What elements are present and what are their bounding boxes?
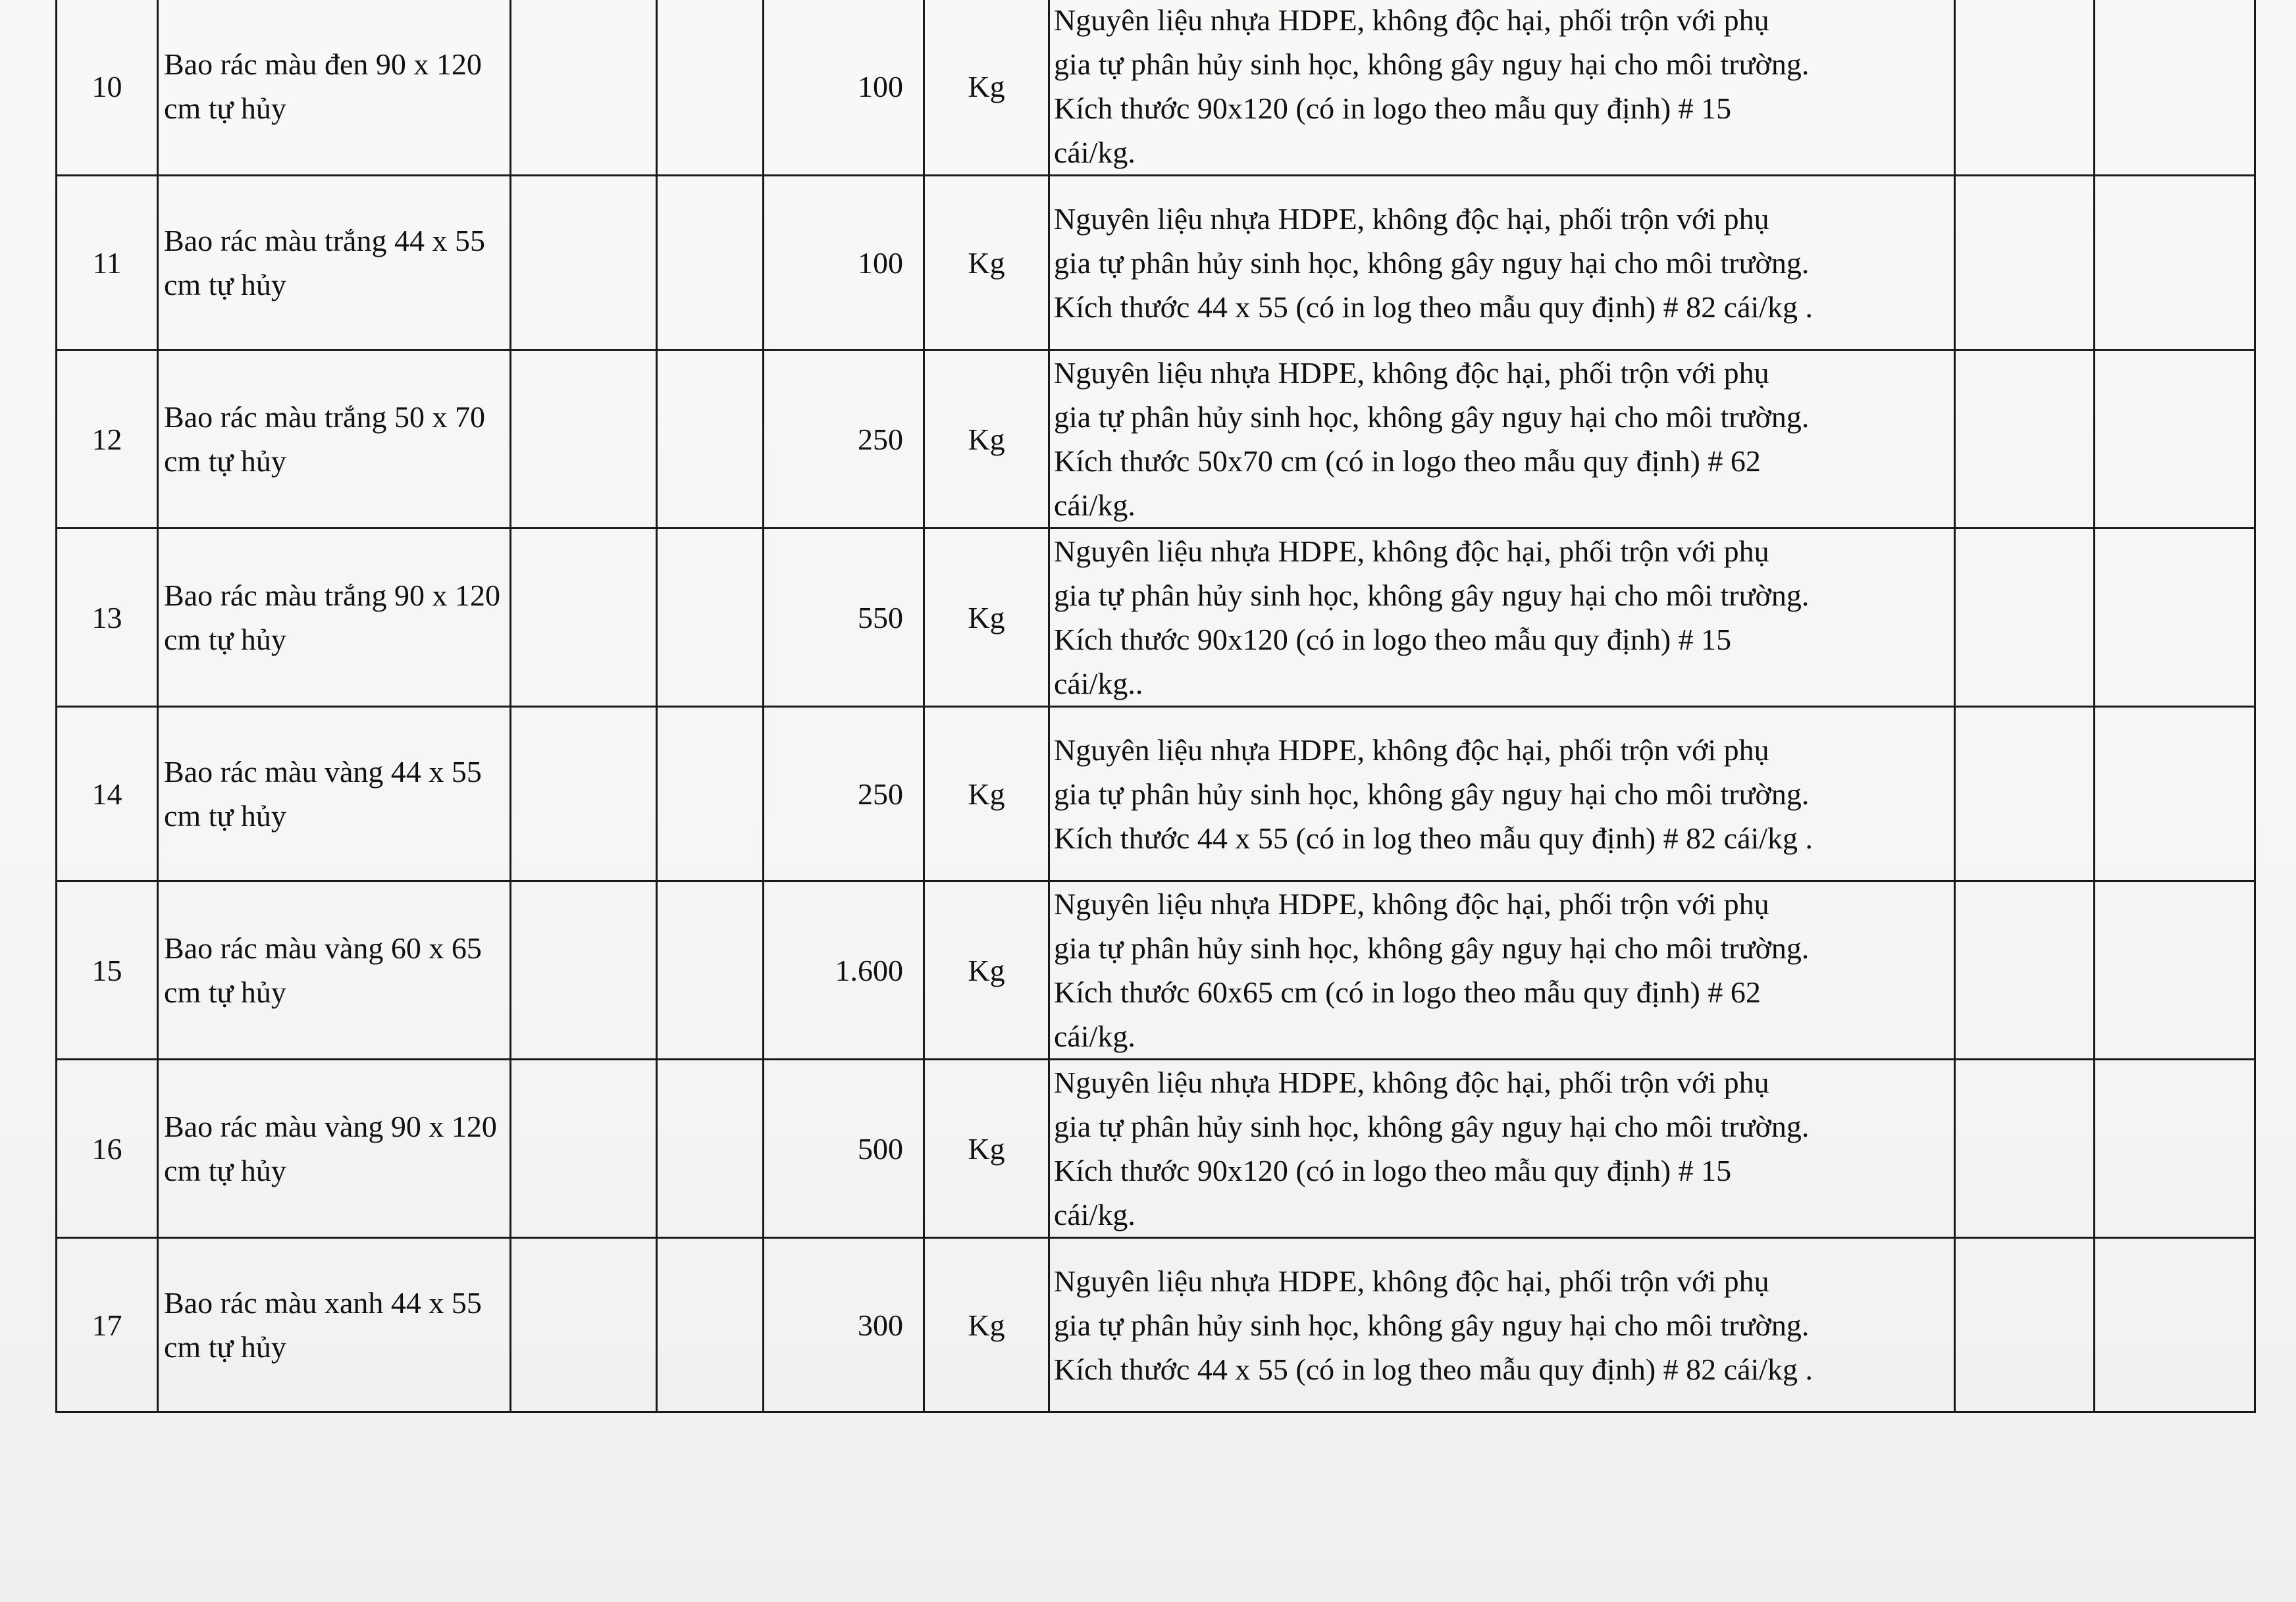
empty-cell [1955, 881, 2095, 1060]
empty-cell [1955, 707, 2095, 881]
item-unit: Kg [924, 707, 1049, 881]
empty-cell [1955, 1238, 2095, 1412]
row-number: 11 [57, 176, 158, 350]
row-number: 16 [57, 1060, 158, 1238]
item-name: Bao rác màu vàng 60 x 65 cm tự hủy [158, 881, 511, 1060]
empty-cell [2095, 350, 2255, 529]
empty-cell [657, 707, 764, 881]
item-unit: Kg [924, 881, 1049, 1060]
empty-cell [2095, 881, 2255, 1060]
item-quantity: 250 [764, 350, 924, 529]
empty-cell [511, 881, 657, 1060]
table-row [57, 1238, 2255, 1412]
empty-cell [657, 1060, 764, 1238]
item-quantity: 300 [764, 1238, 924, 1412]
item-name: Bao rác màu trắng 50 x 70 cm tự hủy [158, 350, 511, 529]
item-specification: Nguyên liệu nhựa HDPE, không độc hại, phối trộn với phụ gia tự phân hủy sinh học, không gây nguy hại cho môi trường. Kích thước 90x120 (có in logo theo mẫu quy định) # 15 cái/kg. [1049, 0, 1955, 176]
item-unit: Kg [924, 350, 1049, 529]
empty-cell [1955, 529, 2095, 707]
item-quantity: 1.600 [764, 881, 924, 1060]
item-quantity: 250 [764, 707, 924, 881]
table-row [57, 881, 2255, 1060]
table-row [57, 176, 2255, 350]
item-name: Bao rác màu xanh 44 x 55 cm tự hủy [158, 1238, 511, 1412]
row-number: 15 [57, 881, 158, 1060]
table-row [57, 1060, 2255, 1238]
empty-cell [657, 881, 764, 1060]
item-specification: Nguyên liệu nhựa HDPE, không độc hại, phối trộn với phụ gia tự phân hủy sinh học, không gây nguy hại cho môi trường. Kích thước 44 x 55 (có in log theo mẫu quy định) # 82 cái/kg . [1049, 1238, 1955, 1412]
empty-cell [657, 176, 764, 350]
empty-cell [2095, 176, 2255, 350]
item-quantity: 100 [764, 176, 924, 350]
item-specification: Nguyên liệu nhựa HDPE, không độc hại, phối trộn với phụ gia tự phân hủy sinh học, không gây nguy hại cho môi trường. Kích thước 50x70 cm (có in logo theo mẫu quy định) # 62 cái/kg. [1049, 350, 1955, 529]
empty-cell [511, 350, 657, 529]
item-specification: Nguyên liệu nhựa HDPE, không độc hại, phối trộn với phụ gia tự phân hủy sinh học, không gây nguy hại cho môi trường. Kích thước 44 x 55 (có in log theo mẫu quy định) # 82 cái/kg . [1049, 176, 1955, 350]
empty-cell [1955, 176, 2095, 350]
item-specification: Nguyên liệu nhựa HDPE, không độc hại, phối trộn với phụ gia tự phân hủy sinh học, không gây nguy hại cho môi trường. Kích thước 60x65 cm (có in logo theo mẫu quy định) # 62 cái/kg. [1049, 881, 1955, 1060]
empty-cell [2095, 0, 2255, 176]
table-row [57, 529, 2255, 707]
item-unit: Kg [924, 1238, 1049, 1412]
table-row [57, 350, 2255, 529]
item-specification: Nguyên liệu nhựa HDPE, không độc hại, phối trộn với phụ gia tự phân hủy sinh học, không gây nguy hại cho môi trường. Kích thước 90x120 (có in logo theo mẫu quy định) # 15 cái/kg. [1049, 1060, 1955, 1238]
item-specification: Nguyên liệu nhựa HDPE, không độc hại, phối trộn với phụ gia tự phân hủy sinh học, không gây nguy hại cho môi trường. Kích thước 44 x 55 (có in log theo mẫu quy định) # 82 cái/kg . [1049, 707, 1955, 881]
item-unit: Kg [924, 529, 1049, 707]
row-number: 17 [57, 1238, 158, 1412]
row-number: 10 [57, 0, 158, 176]
item-name: Bao rác màu đen 90 x 120 cm tự hủy [158, 0, 511, 176]
row-number: 14 [57, 707, 158, 881]
empty-cell [657, 350, 764, 529]
empty-cell [1955, 350, 2095, 529]
item-name: Bao rác màu trắng 44 x 55 cm tự hủy [158, 176, 511, 350]
empty-cell [511, 176, 657, 350]
item-unit: Kg [924, 1060, 1049, 1238]
empty-cell [2095, 707, 2255, 881]
row-number: 13 [57, 529, 158, 707]
items-table [55, 0, 2256, 1413]
table-row [57, 707, 2255, 881]
items-table-body [57, 0, 2255, 1412]
empty-cell [511, 707, 657, 881]
empty-cell [2095, 1060, 2255, 1238]
empty-cell [511, 0, 657, 176]
empty-cell [511, 1238, 657, 1412]
table-row [57, 0, 2255, 176]
empty-cell [511, 1060, 657, 1238]
item-specification: Nguyên liệu nhựa HDPE, không độc hại, phối trộn với phụ gia tự phân hủy sinh học, không gây nguy hại cho môi trường. Kích thước 90x120 (có in logo theo mẫu quy định) # 15 cái/kg.. [1049, 529, 1955, 707]
row-number: 12 [57, 350, 158, 529]
empty-cell [2095, 1238, 2255, 1412]
item-name: Bao rác màu vàng 90 x 120 cm tự hủy [158, 1060, 511, 1238]
item-quantity: 550 [764, 529, 924, 707]
empty-cell [2095, 529, 2255, 707]
empty-cell [1955, 1060, 2095, 1238]
item-name: Bao rác màu trắng 90 x 120 cm tự hủy [158, 529, 511, 707]
empty-cell [1955, 0, 2095, 176]
item-unit: Kg [924, 176, 1049, 350]
item-name: Bao rác màu vàng 44 x 55 cm tự hủy [158, 707, 511, 881]
empty-cell [657, 529, 764, 707]
item-quantity: 100 [764, 0, 924, 176]
empty-cell [657, 0, 764, 176]
item-unit: Kg [924, 0, 1049, 176]
item-quantity: 500 [764, 1060, 924, 1238]
empty-cell [511, 529, 657, 707]
empty-cell [657, 1238, 764, 1412]
